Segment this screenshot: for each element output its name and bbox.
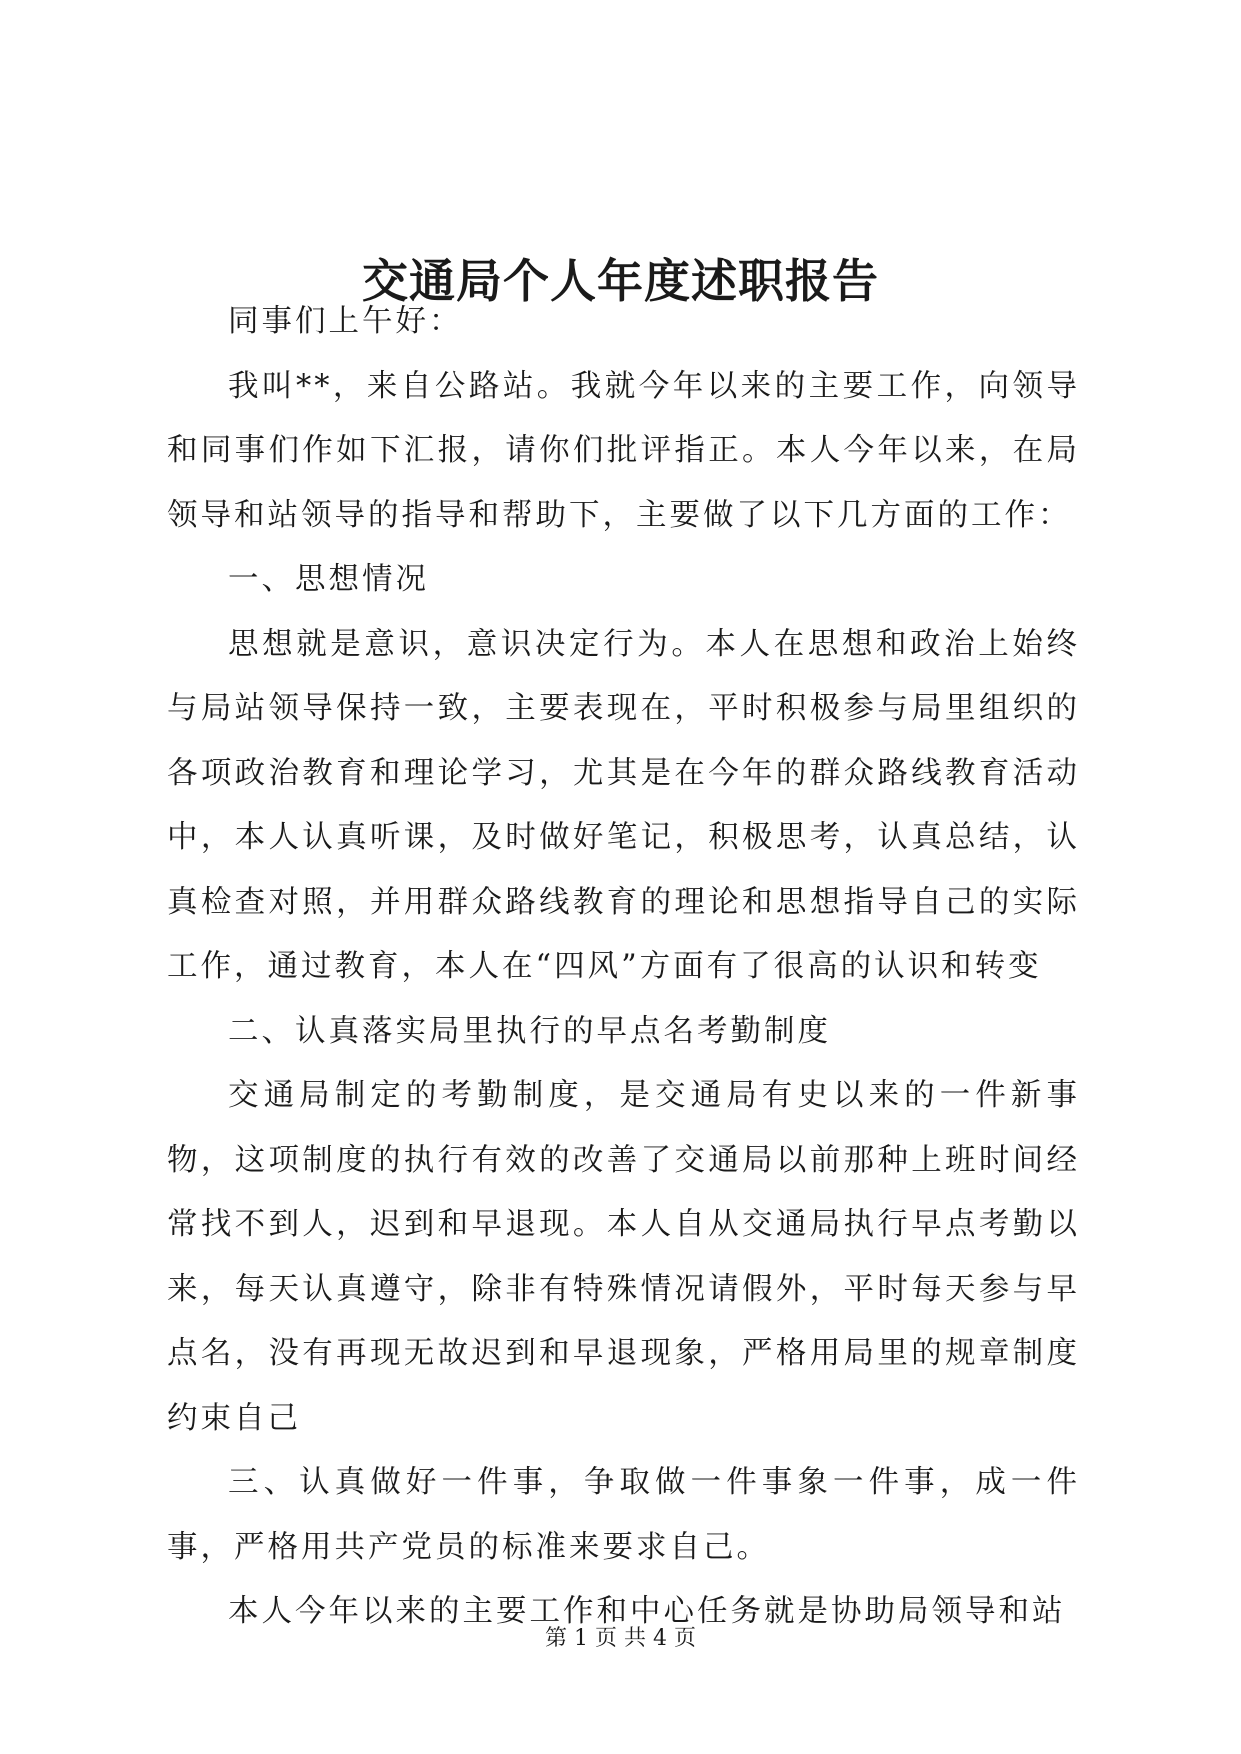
- document-title: 交通局个人年度述职报告: [362, 253, 879, 308]
- page-footer: 第 1 页 共 4 页: [545, 1626, 696, 1651]
- greeting-paragraph: 同事们上午好：: [228, 304, 463, 339]
- section-body-1: 思想就是意识，意识决定行为。本人在思想和政治上始终与局站领导保持一致，主要表现在，平时积极参与局里组织的各项政治教育和理论学习，尤其是在今年的群众路线教育活动中，本人认真听课，及时做好笔记，积极思考，认真总结，认真检查对照，并用群众路线教育的理论和思想指导自己的实际工作，通过教育，本人在“四风”方面有了很高的认识和转变: [167, 626, 1080, 984]
- section-heading-2: 二、认真落实局里执行的早点名考勤制度: [228, 1013, 831, 1049]
- intro-paragraph: 我叫**，来自公路站。我就今年以来的主要工作，向领导和同事们作如下汇报，请你们批评指正。本人今年以来，在局领导和站领导的指导和帮助下，主要做了以下几方面的工作：: [167, 368, 1080, 533]
- section-heading-3: 三、认真做好一件事，争取做一件事象一件事，成一件事，严格用共产党员的标准来要求自己。: [167, 1465, 1080, 1565]
- section-body-3: 本人今年以来的主要工作和中心任务就是协助局领导和站: [228, 1594, 1066, 1629]
- section-body-2: 交通局制定的考勤制度，是交通局有史以来的一件新事物，这项制度的执行有效的改善了交通局以前那种上班时间经常找不到人，迟到和早退现。本人自从交通局执行早点考勤以来，每天认真遵守，除非有特殊情况请假外，平时每天参与早点名，没有再现无故迟到和早退现象，严格用局里的规章制度约束自己: [167, 1078, 1080, 1436]
- section-heading-1: 一、思想情况: [228, 562, 429, 597]
- document-body: [167, 290, 1080, 1645]
